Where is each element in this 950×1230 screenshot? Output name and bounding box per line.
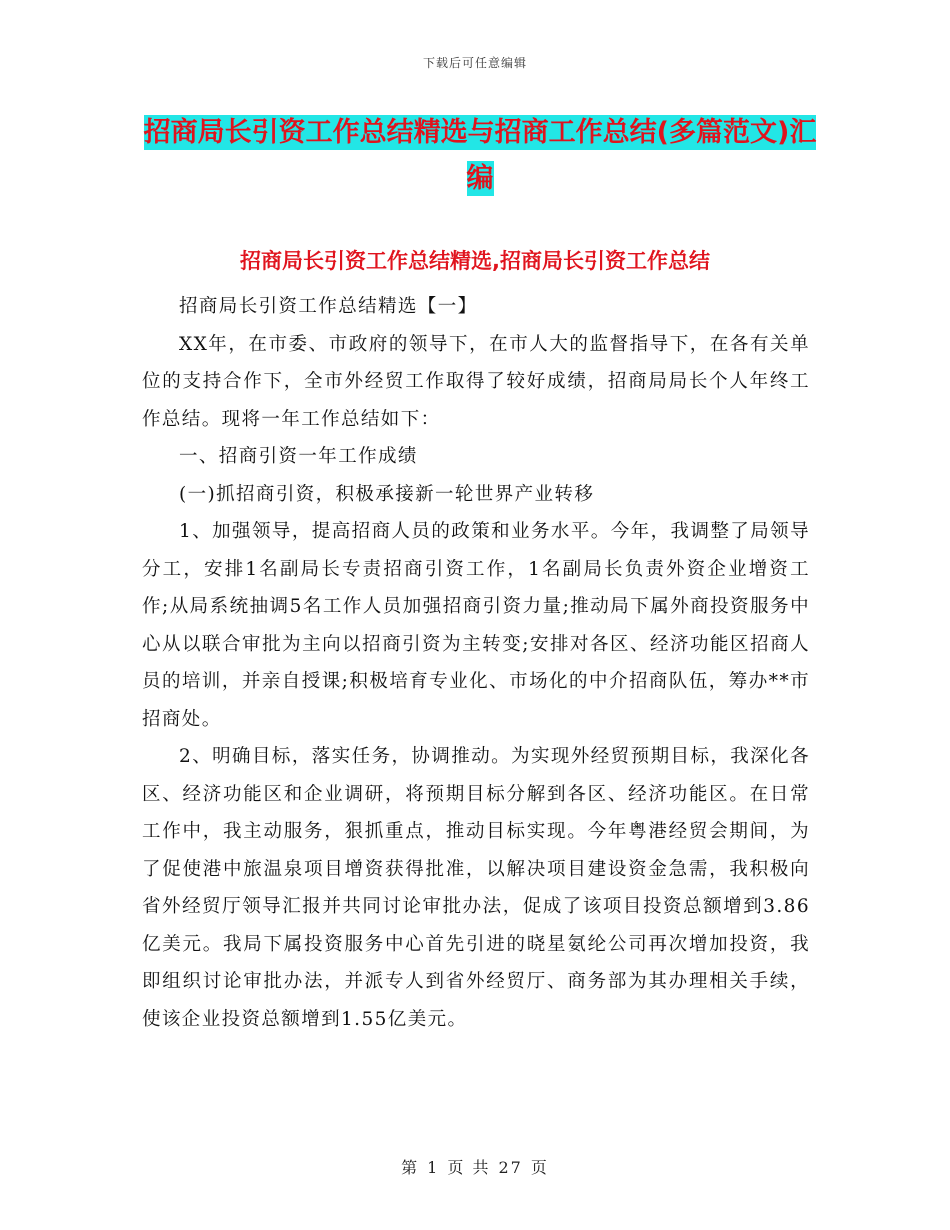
document-subtitle: 招商局长引资工作总结精选,招商局长引资工作总结 bbox=[240, 249, 710, 273]
paragraph-heading-1: 一、招商引资一年工作成绩 bbox=[179, 446, 418, 467]
document-title bbox=[140, 110, 820, 202]
footer-middle: 页 共 bbox=[447, 1158, 491, 1177]
page-footer bbox=[0, 1155, 950, 1178]
page-number: 1 bbox=[427, 1158, 440, 1177]
footer-prefix: 第 bbox=[401, 1158, 420, 1177]
document-title-text: 招商局长引资工作总结精选与招商工作总结(多篇范文)汇编 bbox=[143, 117, 817, 194]
paragraph-intro: XX年，在市委、市政府的领导下，在市人大的监督指导下，在各有关单位的支持合作下，全市外经贸工作取得了较好成绩，招商局局长个人年终工作总结。现将一年工作总结如下： bbox=[142, 333, 810, 430]
footer-suffix: 页 bbox=[530, 1158, 549, 1177]
header-note: 下载后可任意编辑 bbox=[422, 56, 527, 70]
document-body bbox=[142, 288, 810, 1038]
paragraph-item-1: 1、加强领导，提高招商人员的政策和业务水平。今年，我调整了局领导分工，安排1名副局长专责招商引资工作，1名副局长负责外资企业增资工作;从局系统抽调5名工作人员加强招商引资力量;推动局下属外商投资服务中心从以联合审批为主向以招商引资为主转变;安排对各区、经济功能区招商人员的培训，并亲自授课;积极培育专业化、市场化的中介招商队伍，筹办**市招商处。 bbox=[142, 521, 810, 730]
paragraph-section-heading: 招商局长引资工作总结精选【一】 bbox=[179, 296, 478, 317]
paragraph-item-2: 2、明确目标，落实任务，协调推动。为实现外经贸预期目标，我深化各区、经济功能区和企业调研，将预期目标分解到各区、经济功能区。在日常工作中，我主动服务，狠抓重点，推动目标实现。今年粤港经贸会期间，为了促使港中旅温泉项目增资获得批准，以解决项目建设资金急需，我积极向省外经贸厅领导汇报并共同讨论审批办法，促成了该项目投资总额增到3.86亿美元。我局下属投资服务中心首先引进的晓星氨纶公司再次增加投资，我即组织讨论审批办法，并派专人到省外经贸厅、商务部为其办理相关手续，使该企业投资总额增到1.55亿美元。 bbox=[142, 746, 810, 1030]
paragraph-heading-1-1: (一)抓招商引资，积极承接新一轮世界产业转移 bbox=[179, 483, 595, 505]
total-pages: 27 bbox=[498, 1158, 523, 1177]
